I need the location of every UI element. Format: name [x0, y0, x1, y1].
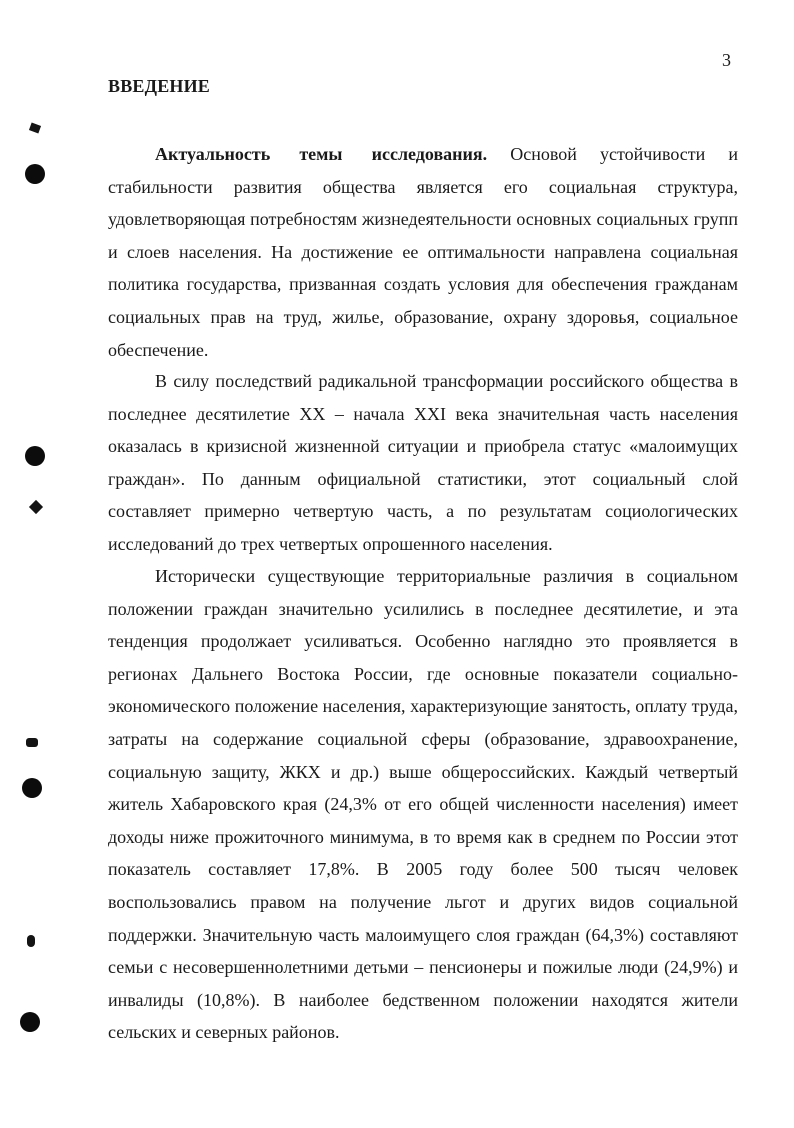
scan-speck	[27, 935, 35, 947]
scan-speck	[26, 738, 38, 747]
binder-hole	[22, 778, 42, 798]
paragraph-text: Исторически существующие территориальные различия в социальном положении граждан значительно усилились в последнее десятилетие, и эта тенденция продолжает усиливаться. Особенно наглядно это проявляется в регионах Дальнего Востока России, где основные показатели социально-экономического положение населения, характеризующие занятость, оплату труда, затраты на содержание социальной сферы (образование, здравоохранение, социальную защиту, ЖКХ и др.) выше общероссийских. Каждый четвертый житель Хабаровского края (24,3% от его общей численности населения) имеет доходы ниже прожиточного минимума, в то время как в среднем по России этот показатель составляет 17,8%. В 2005 году более 500 тысяч человек воспользовались правом на получение льгот и других видов социальной поддержки. Значительную часть малоимущего слоя граждан (64,3%) составляют семьи с несовершеннолетними детьми – пенсионеры и пожилые люди (24,9%) и инвалиды (10,8%). В наиболее бедственном положении находятся жители сельских и северных районов.	[108, 566, 738, 1043]
binder-hole	[25, 446, 45, 466]
paragraph-regional-differences	[108, 560, 738, 1049]
binder-hole	[25, 164, 45, 184]
binder-hole	[20, 1012, 40, 1032]
paragraph-text: Основой устойчивости и стабильности развития общества является его социальная структура, удовлетворяющая потребностям жизнедеятельности основных социальных групп и слоев населения. На достижение ее оптимальности направлена социальная политика государства, призванная создать условия для обеспечения гражданам социальных прав на труд, жилье, образование, охрану здоровья, социальное обеспечение.	[108, 144, 738, 360]
scan-speck	[29, 123, 41, 134]
paragraph-transformation	[108, 365, 738, 561]
paragraph-text: В силу последствий радикальной трансформации российского общества в последнее десятилетие XX – начала XXI века значительная часть населения оказалась в кризисной жизненной ситуации и приобрела статус «малоимущих граждан». По данным официальной статистики, этот социальный слой составляет примерно четвертую часть, а по результатам социологических исследований до трех четвертых опрошенного населения.	[108, 371, 738, 554]
scan-speck	[29, 500, 43, 514]
paragraph-relevance	[108, 138, 738, 366]
page-number: 3	[722, 50, 731, 70]
section-heading: ВВЕДЕНИЕ	[108, 76, 211, 96]
paragraph-lead: Актуальность темы исследования.	[155, 144, 488, 164]
